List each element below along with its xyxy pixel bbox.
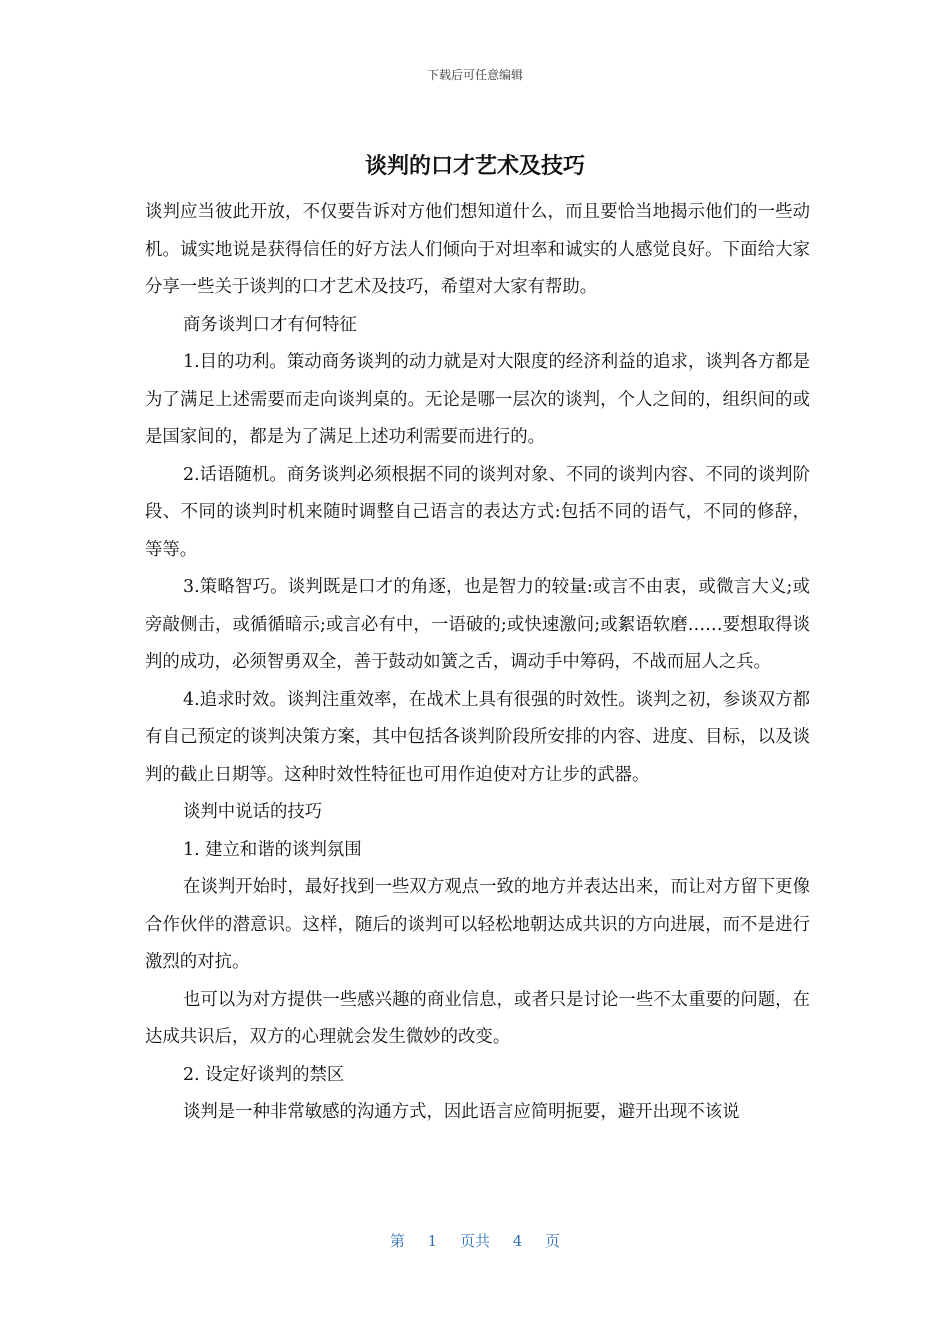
- footer-page-number: 1: [427, 1232, 438, 1250]
- section-heading: 谈判中说话的技巧: [183, 802, 323, 822]
- body-paragraph: 谈判是一种非常敏感的沟通方式，因此语言应简明扼要，避开出现不该说: [183, 1102, 740, 1122]
- footer-suffix: 页: [545, 1232, 561, 1250]
- body-paragraph: 3.策略智巧。谈判既是口才的角逐，也是智力的较量:或言不由衷，或微言大义;或旁敲侧击，或循循暗示;或言必有中，一语破的;或快速激问;或絮语软磨……要想取得谈判的成功，必须智勇双全，善于鼓动如簧之舌，调动手中筹码，不战而屈人之兵。: [145, 577, 810, 672]
- document-body: [145, 194, 810, 1132]
- footer-middle: 页共: [459, 1232, 490, 1250]
- section-heading: 商务谈判口才有何特征: [183, 314, 357, 335]
- header-note: 下载后可任意编辑: [426, 68, 523, 82]
- subsection-heading: 2. 设定好谈判的禁区: [183, 1064, 345, 1085]
- footer-prefix: 第: [389, 1232, 405, 1250]
- page-footer: [0, 1230, 950, 1251]
- intro-paragraph: 谈判应当彼此开放，不仅要告诉对方他们想知道什么，而且要恰当地揭示他们的一些动机。诚实地说是获得信任的好方法人们倾向于对坦率和诚实的人感觉良好。下面给大家分享一些关于谈判的口才艺术及技巧，希望对大家有帮助。: [145, 202, 810, 297]
- body-paragraph: 1.目的功利。策动商务谈判的动力就是对大限度的经济利益的追求，谈判各方都是为了满足上述需要而走向谈判桌的。无论是哪一层次的谈判，个人之间的，组织间的或是国家间的，都是为了满足上述功利需要而进行的。: [145, 352, 810, 447]
- document-title: 谈判的口才艺术及技巧: [364, 154, 585, 179]
- body-paragraph: 也可以为对方提供一些感兴趣的商业信息，或者只是讨论一些不太重要的问题，在达成共识后，双方的心理就会发生微妙的改变。: [145, 989, 810, 1047]
- body-paragraph: 在谈判开始时，最好找到一些双方观点一致的地方并表达出来，而让对方留下更像合作伙伴的潜意识。这样，随后的谈判可以轻松地朝达成共识的方向进展，而不是进行激烈的对抗。: [145, 877, 810, 972]
- subsection-heading: 1. 建立和谐的谈判氛围: [183, 839, 362, 860]
- footer-total-pages: 4: [512, 1232, 523, 1250]
- body-paragraph: 4.追求时效。谈判注重效率，在战术上具有很强的时效性。谈判之初，参谈双方都有自己预定的谈判决策方案，其中包括各谈判阶段所安排的内容、进度、目标，以及谈判的截止日期等。这种时效性特征也可用作迫使对方让步的武器。: [145, 689, 810, 785]
- body-paragraph: 2.话语随机。商务谈判必须根据不同的谈判对象、不同的谈判内容、不同的谈判阶段、不同的谈判时机来随时调整自己语言的表达方式:包括不同的语气，不同的修辞，等等。: [145, 464, 810, 560]
